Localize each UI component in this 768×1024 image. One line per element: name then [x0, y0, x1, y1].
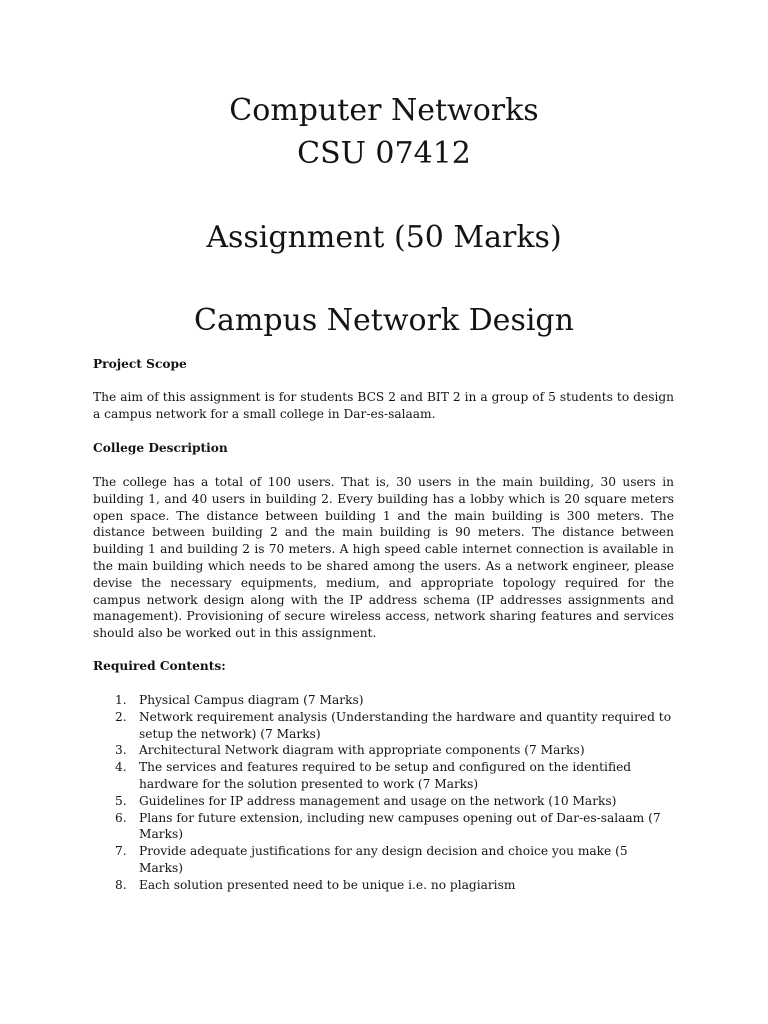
- list-item-number: 1.: [115, 693, 127, 707]
- required-contents-list: [93, 692, 674, 894]
- course-code: CSU 07412: [297, 136, 471, 171]
- project-scope-heading: Project Scope: [93, 357, 187, 371]
- list-item: [93, 793, 674, 810]
- project-scope-text: The aim of this assignment is for students BCS 2 and BIT 2 in a group of 5 students to design a campus network for a small college in Dar-es-salaam.: [93, 390, 674, 421]
- list-item-number: 7.: [115, 844, 127, 859]
- list-item-number: 2.: [115, 709, 127, 724]
- college-description-text: The college has a total of 100 users. That is, 30 users in the main building, 30 users in building 1, and 40 users in building 2. Every building has a lobby which is 20 square meters open space. The distance between building 1 and the main building is 300 meters. The distance between building 2 and the main building is 90 meters. The distance between building 1 and building 2 is 70 meters. A high speed cable internet connection is available in the main building which needs to be shared among the users. As a network engineer, please devise the necessary equipments, medium, and appropriate topology required for the campus network design along with the IP address schema (IP addresses assignments and management). Provisioning of secure wireless access, network sharing features and services should also be worked out in this assignment.: [93, 475, 674, 641]
- list-item-text: Physical Campus diagram (7 Marks): [139, 693, 364, 707]
- list-item-text: Guidelines for IP address management and usage on the network (10 Marks): [139, 793, 617, 808]
- list-item-text: The services and features required to be setup and configured on the identified hardware for the solution presented to work (7 Marks): [139, 760, 632, 791]
- list-item: [93, 709, 674, 743]
- list-item-text: Architectural Network diagram with appropriate components (7 Marks): [139, 743, 585, 758]
- list-item-text: Provide adequate justifications for any design decision and choice you make (5 Marks): [139, 844, 628, 875]
- list-item-number: 5.: [115, 793, 127, 808]
- project-title: Campus Network Design: [194, 303, 574, 338]
- list-item: [93, 843, 674, 877]
- list-item-number: 3.: [115, 743, 127, 758]
- list-item: [93, 810, 674, 844]
- list-item-text: Plans for future extension, including new campuses opening out of Dar-es-salaam (7 Marks): [139, 810, 661, 842]
- list-item: [93, 692, 674, 709]
- list-item-number: 4.: [115, 760, 127, 775]
- list-item: [93, 759, 674, 793]
- list-item: [93, 877, 674, 894]
- course-title: Computer Networks: [229, 93, 539, 128]
- list-item-number: 8.: [115, 877, 127, 892]
- required-contents-heading: Required Contents:: [93, 659, 226, 673]
- college-description-heading: College Description: [93, 441, 228, 455]
- list-item-text: Network requirement analysis (Understanding the hardware and quantity required to setup the network) (7 Marks): [139, 709, 672, 741]
- list-item-number: 6.: [115, 810, 127, 825]
- list-item-text: Each solution presented need to be unique i.e. no plagiarism: [139, 877, 516, 892]
- list-item: [93, 742, 674, 759]
- assignment-title: Assignment (50 Marks): [206, 220, 562, 255]
